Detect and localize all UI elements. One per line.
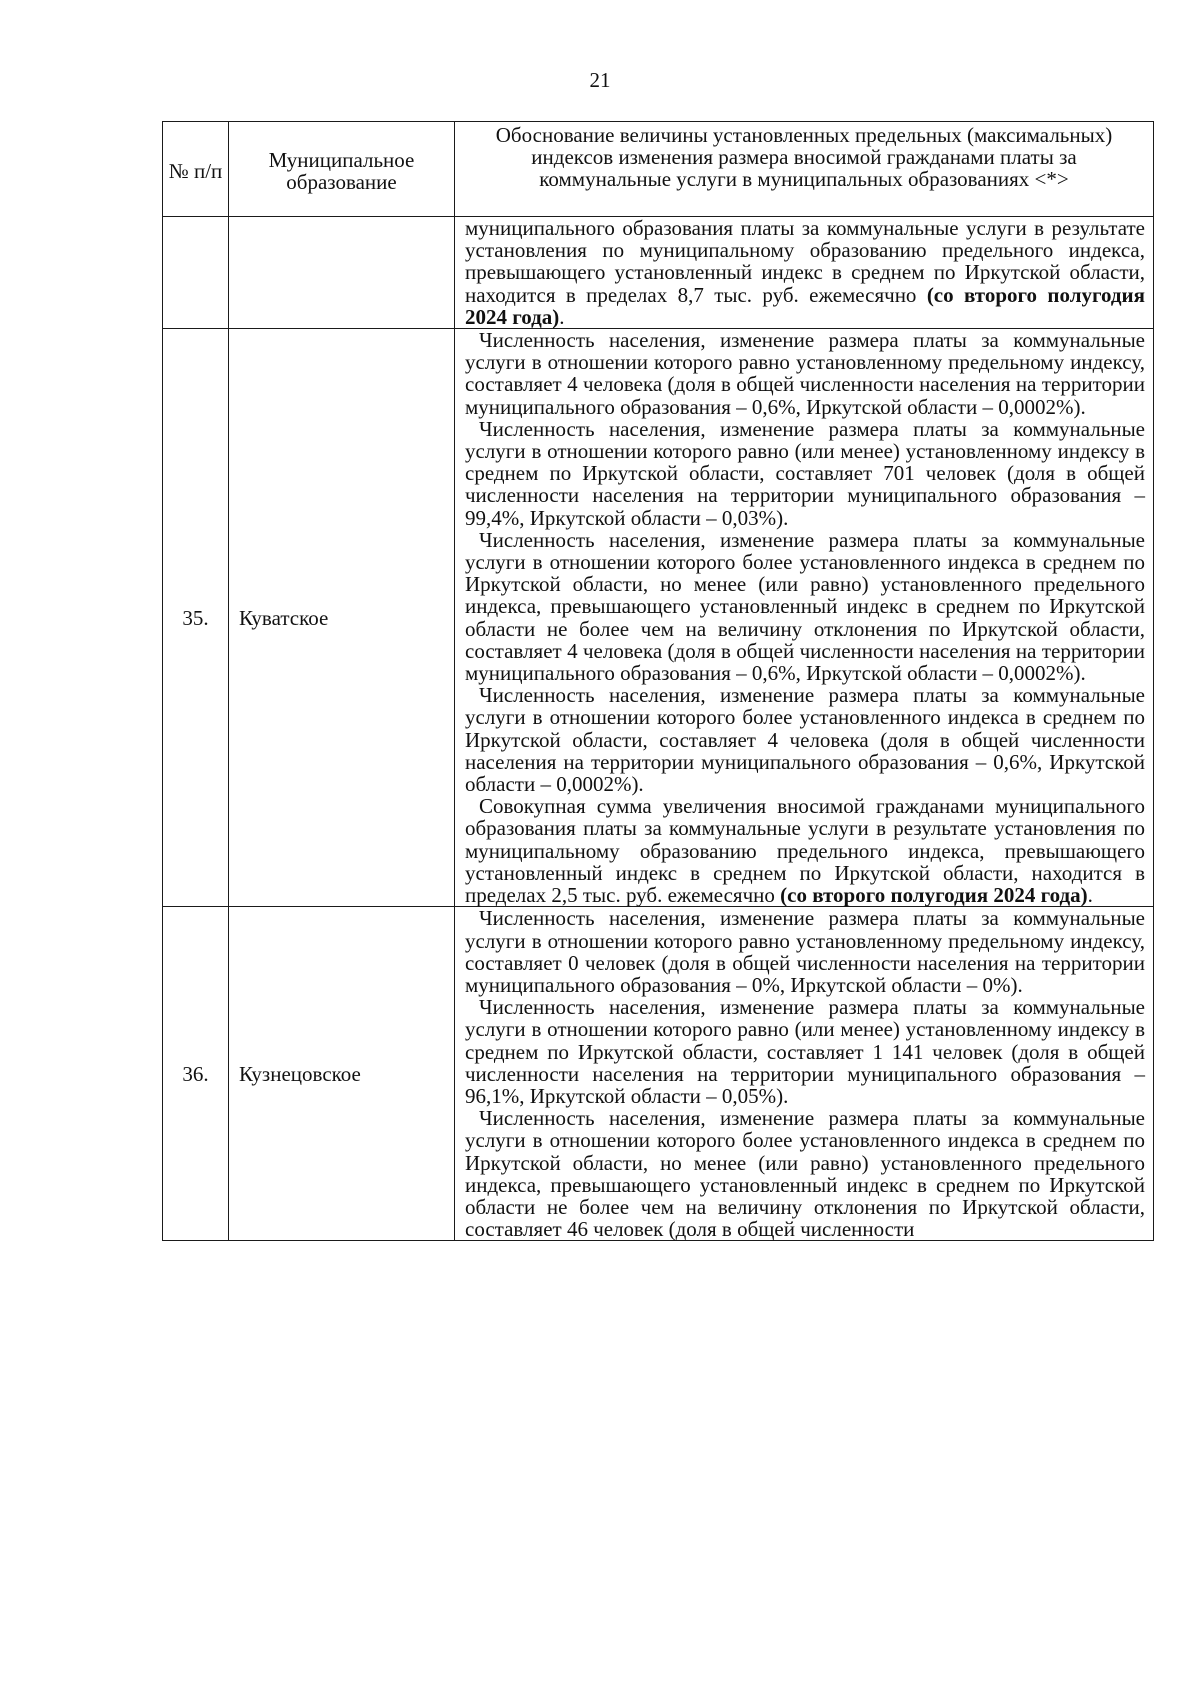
cell-name-empty bbox=[229, 217, 455, 329]
header-municipality: Муниципальное образование bbox=[229, 122, 455, 217]
cell-justification bbox=[455, 329, 1154, 907]
cell-number: 35. bbox=[163, 329, 229, 907]
justification-paragraph: Численность населения, изменение размера платы за коммунальные услуги в отношении которого равно установленному предельному индексу, составляет 0 человек (доля в общей численности населения на территории муниципального образования – 0%, Иркутской области – 0%). bbox=[465, 906, 1145, 997]
bold-period-note: (со второго полугодия 2024 года) bbox=[465, 282, 1145, 329]
justification-paragraph: Численность населения, изменение размера платы за коммунальные услуги в отношении которого более установленного индекса в среднем по Иркутской области, но менее (или равно) установленного предельного индекса, превышающего установленный индекс в среднем по Иркутской области не более чем на величину отклонения по Иркутской области, составляет 46 человек (доля в общей численности bbox=[465, 1106, 1145, 1242]
cell-municipality: Кузнецовское bbox=[229, 907, 455, 1241]
cell-number-empty bbox=[163, 217, 229, 329]
header-justification: Обоснование величины установленных предельных (максимальных) индексов изменения размера вносимой гражданами платы за коммунальные услуги в муниципальных образованиях <*> bbox=[455, 122, 1154, 217]
justification-paragraph: Численность населения, изменение размера платы за коммунальные услуги в отношении которого более установленного индекса в среднем по Иркутской области, составляет 4 человека (доля в общей численности населения на территории муниципального образования – 0,6%, Иркутской области – 0,0002%). bbox=[465, 683, 1145, 797]
table-row-continued bbox=[163, 217, 1154, 329]
continued-paragraph: муниципального образования платы за коммунальные услуги в результате установления по муниципальному образованию предельного индекса, превышающего установленный индекс в среднем по Иркутской области, находится в пределах 8,7 тыс. руб. ежемесячно (со второго полугодия 2024 года). bbox=[465, 216, 1145, 329]
justification-paragraph: Численность населения, изменение размера платы за коммунальные услуги в отношении которого равно (или менее) установленному индексу в среднем по Иркутской области, составляет 1 141 человек (доля в общей численности населения на территории муниципального образования – 96,1%, Иркутской области – 0,05%). bbox=[465, 995, 1145, 1108]
cell-municipality: Куватское bbox=[229, 329, 455, 907]
indices-table bbox=[162, 121, 1154, 1241]
justification-paragraph: Численность населения, изменение размера платы за коммунальные услуги в отношении которого более установленного индекса в среднем по Иркутской области, но менее (или равно) установленного предельного индекса, превышающего установленный индекс в среднем по Иркутской области не более чем на величину отклонения по Иркутской области, составляет 4 человека (доля в общей численности населения на территории муниципального образования – 0,6%, Иркутской области – 0,0002%). bbox=[465, 527, 1145, 686]
justification-paragraph: Численность населения, изменение размера платы за коммунальные услуги в отношении которого равно (или менее) установленному индексу в среднем по Иркутской области, составляет 701 человек (доля в общей численности населения на территории муниципального образования – 99,4%, Иркутской области – 0,03%). bbox=[465, 416, 1145, 530]
header-number: № п/п bbox=[163, 122, 229, 217]
table-header-row bbox=[163, 122, 1154, 217]
summary-paragraph: Совокупная сумма увеличения вносимой гражданами муниципального образования платы за коммунальные услуги в результате установления по муниципальному образованию предельного индекса, превышающего установленный индекс в среднем по Иркутской области, находится в пределах 2,5 тыс. руб. ежемесячно (со второго полугодия 2024 года). bbox=[465, 794, 1145, 908]
page-number: 21 bbox=[589, 68, 611, 92]
justification-paragraph: Численность населения, изменение размера платы за коммунальные услуги в отношении которого равно установленному предельному индексу, составляет 4 человека (доля в общей численности населения на территории муниципального образования – 0,6%, Иркутской области – 0,0002%). bbox=[465, 328, 1145, 419]
cell-number: 36. bbox=[163, 907, 229, 1241]
bold-period-note: (со второго полугодия 2024 года) bbox=[780, 883, 1088, 908]
table-row bbox=[163, 329, 1154, 907]
cell-justification-continued bbox=[455, 217, 1154, 329]
cell-justification bbox=[455, 907, 1154, 1241]
table-row bbox=[163, 907, 1154, 1241]
